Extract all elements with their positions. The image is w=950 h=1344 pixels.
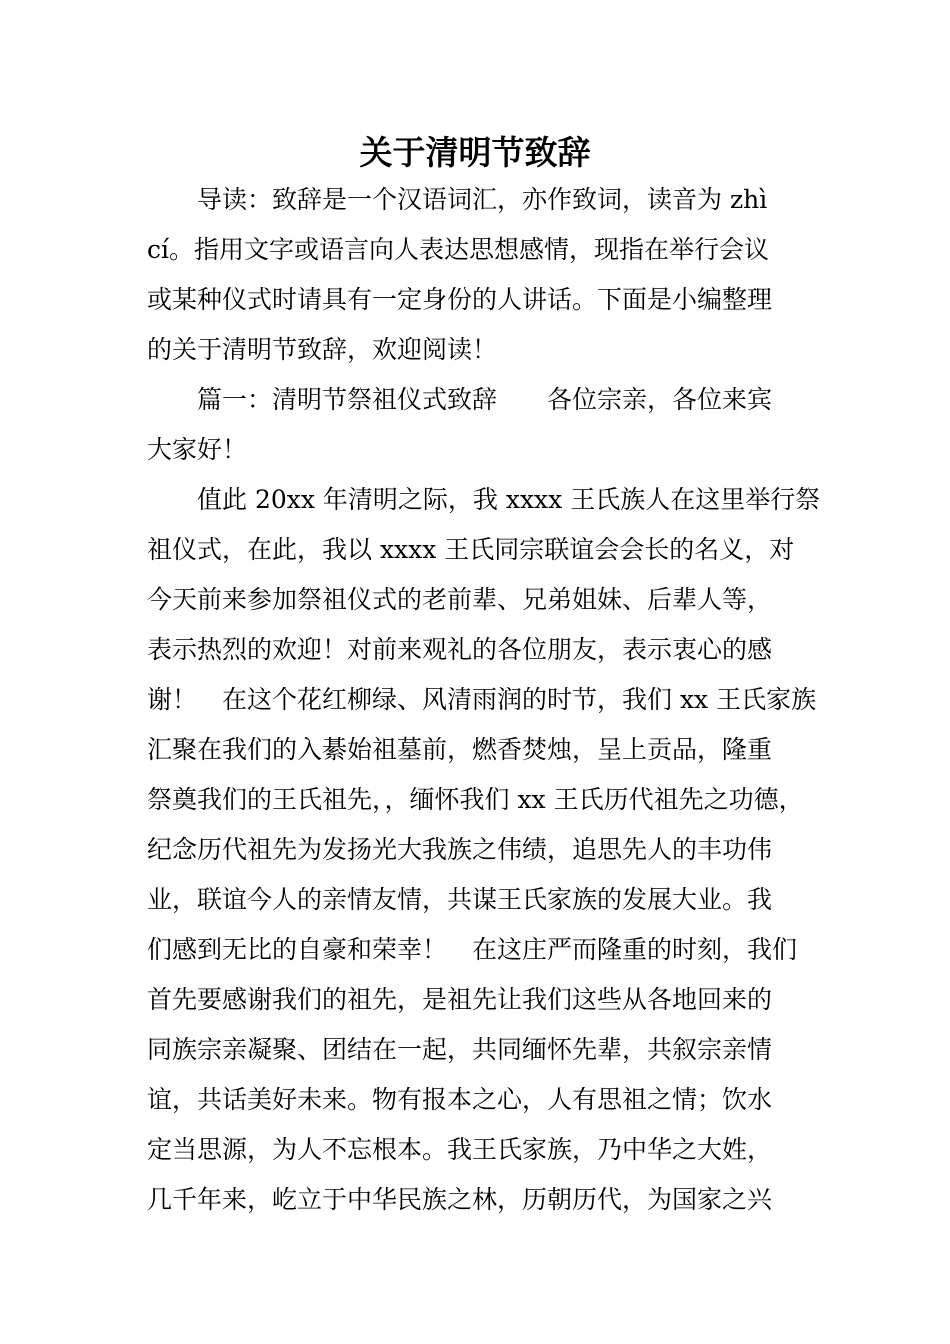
- text-line: 祖仪式，在此，我以 xxxx 王氏同宗联谊会会长的名义，对: [147, 535, 795, 564]
- text-line: 首先要感谢我们的祖先，是祖先让我们这些从各地回来的: [147, 985, 773, 1014]
- text-line: 汇聚在我们的入綦始祖墓前，燃香焚烛，呈上贡品，隆重: [147, 735, 773, 764]
- text-line: 同族宗亲凝聚、团结在一起，共同缅怀先辈，共叙宗亲情: [147, 1035, 773, 1064]
- text-line: 或某种仪式时请具有一定身份的人讲话。下面是小编整理: [147, 285, 773, 314]
- text-line: 导读：致辞是一个汉语词汇，亦作致词，读音为 zhì: [197, 185, 768, 214]
- text-line: 们感到无比的自豪和荣幸！ 在这庄严而隆重的时刻，我们: [147, 935, 798, 964]
- text-line: 祭奠我们的王氏祖先，，缅怀我们 xx 王氏历代祖先之功德，: [147, 785, 804, 814]
- text-line: 今天前来参加祭祖仪式的老前辈、兄弟姐妹、后辈人等，: [147, 585, 773, 614]
- document-title: 关于清明节致辞: [359, 133, 591, 172]
- text-line: 纪念历代祖先为发扬光大我族之伟绩，追思先人的丰功伟: [147, 835, 773, 864]
- text-line: 值此 20xx 年清明之际，我 xxxx 王氏族人在这里举行祭: [197, 485, 821, 514]
- text-line: 的关于清明节致辞，欢迎阅读！: [147, 335, 498, 364]
- text-line: 表示热烈的欢迎！对前来观礼的各位朋友，表示衷心的感: [147, 635, 773, 664]
- text-line: cí。指用文字或语言向人表达思想感情，现指在举行会议: [147, 235, 769, 264]
- text-line: 谊，共话美好未来。物有报本之心，人有思祖之情；饮水: [147, 1085, 773, 1114]
- text-line: 大家好！: [147, 435, 248, 464]
- text-line: 谢！ 在这个花红柳绿、风清雨润的时节，我们 xx 王氏家族: [147, 685, 817, 714]
- text-line: 篇一：清明节祭祖仪式致辞 各位宗亲，各位来宾: [197, 385, 773, 414]
- text-line: 业，联谊今人的亲情友情，共谋王氏家族的发展大业。我: [147, 885, 773, 914]
- text-line: 定当思源，为人不忘根本。我王氏家族，乃中华之大姓，: [147, 1135, 773, 1164]
- text-line: 几千年来，屹立于中华民族之林，历朝历代，为国家之兴: [147, 1185, 773, 1214]
